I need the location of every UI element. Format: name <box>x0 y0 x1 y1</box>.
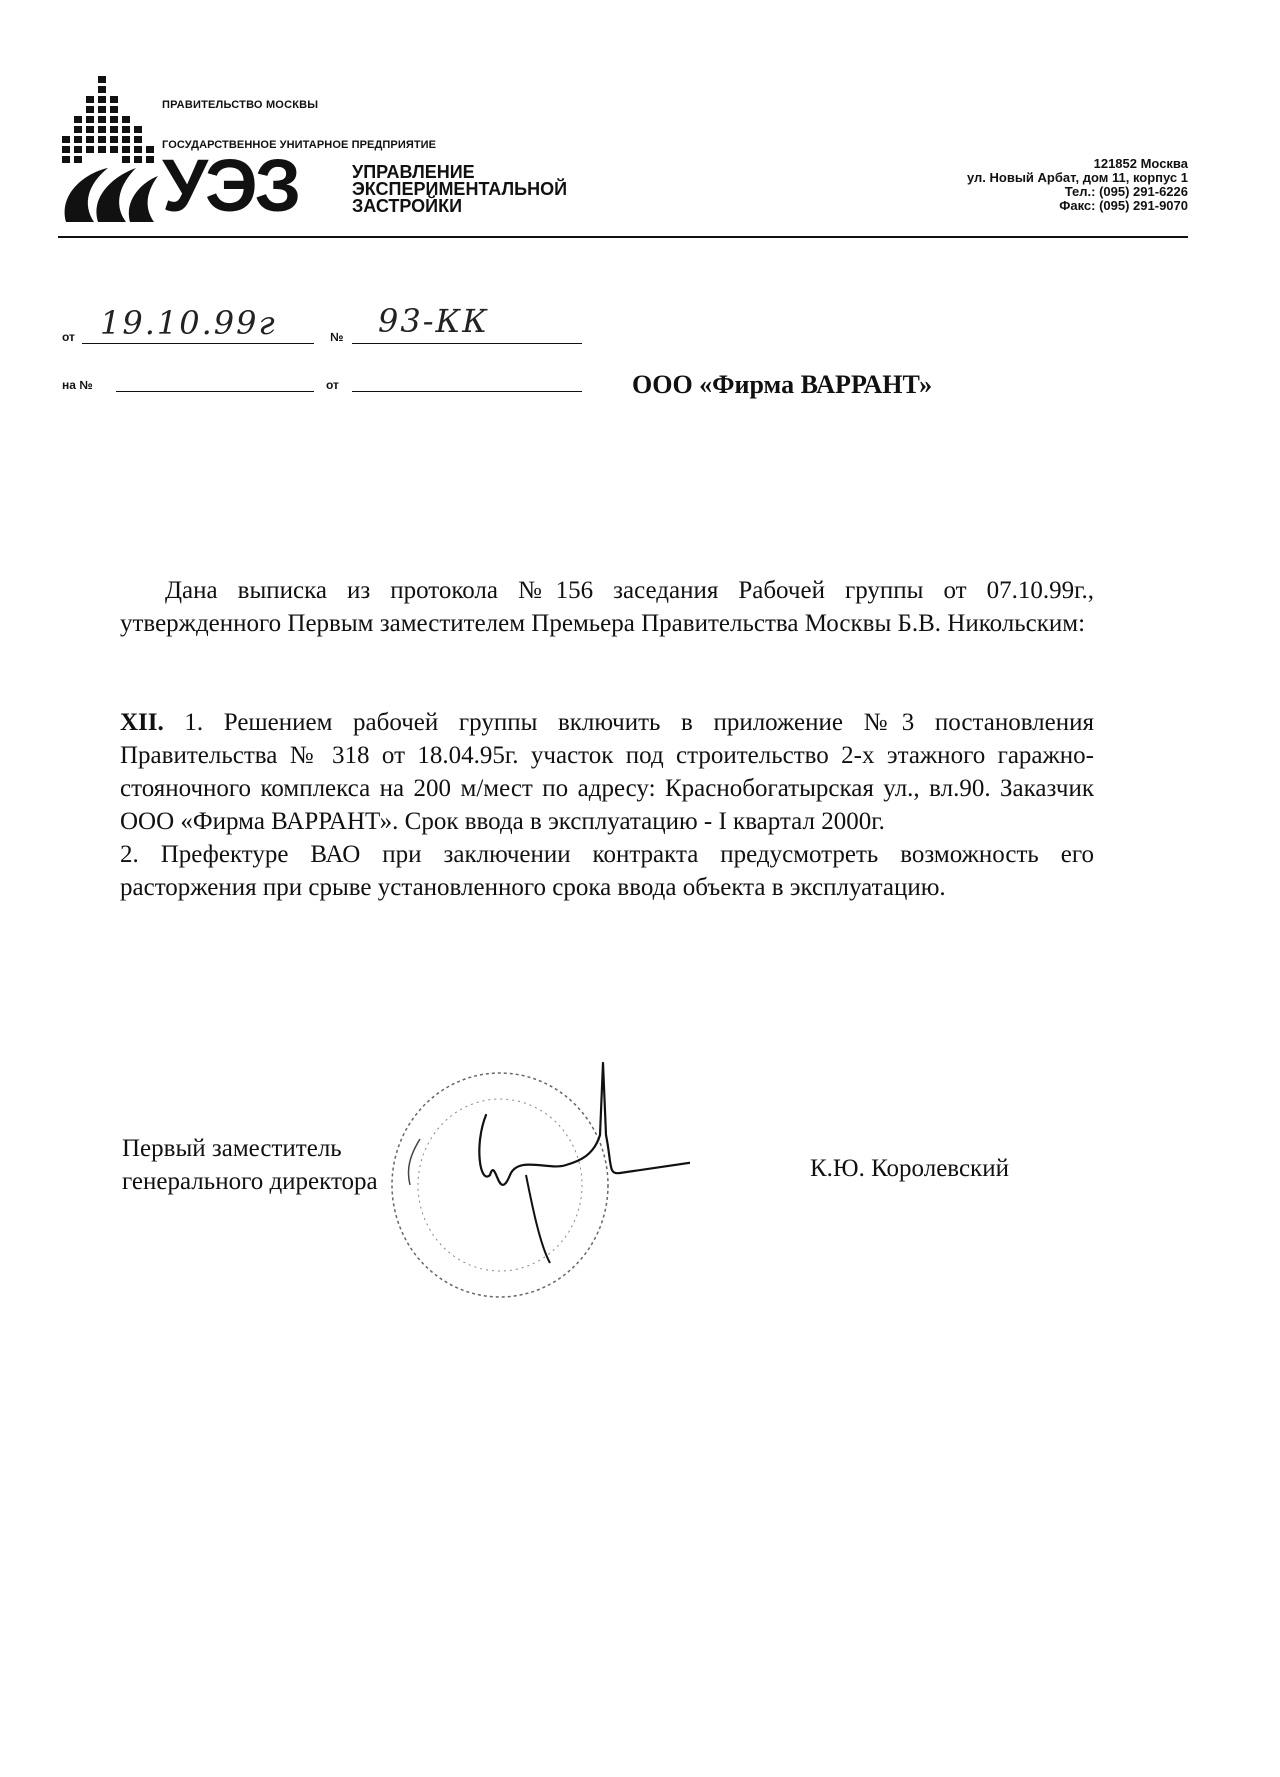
item-2-text: 2. Префектуре ВАО при заключении контракта предусмотреть возможность его расторжения при срыве установленного срока ввода объекта в эксплуатацию. <box>120 841 1094 901</box>
letterhead-divider <box>58 236 1188 238</box>
company-name-line-3: ЗАСТРОЙКИ <box>352 196 463 216</box>
from-date-label: от <box>62 330 75 344</box>
number-underline <box>352 343 582 344</box>
government-label: ПРАВИТЕЛЬСТВО МОСКВЫ <box>162 99 319 111</box>
recipient: ООО «Фирма ВАРРАНТ» <box>632 370 933 399</box>
seal-and-signature-icon <box>350 1045 690 1305</box>
company-full-name <box>352 164 567 215</box>
address-line-phone: Тел.: (095) 291-6226 <box>1064 184 1188 199</box>
signatory-name: К.Ю. Королевский <box>810 1155 1009 1182</box>
company-address <box>967 157 1188 213</box>
number-handwritten: 93-КК <box>378 302 490 340</box>
company-logo-icon <box>58 72 158 232</box>
enterprise-type-label: ГОСУДАРСТВЕННОЕ УНИТАРНОЕ ПРЕДПРИЯТИЕ <box>162 139 437 151</box>
reply-number-label: на № <box>62 378 93 392</box>
reply-date-underline <box>352 391 582 392</box>
company-name-line-1: УПРАВЛЕНИЕ <box>352 162 475 182</box>
company-acronym: УЭЗ <box>162 144 300 227</box>
reply-date-label: от <box>326 378 339 392</box>
decision-items <box>120 706 1094 904</box>
item-1-paragraph <box>120 706 1094 838</box>
address-line-street: ул. Новый Арбат, дом 11, корпус 1 <box>966 170 1188 185</box>
address-line-fax: Факс: (095) 291-9070 <box>1059 198 1188 213</box>
intro-text: Дана выписка из протокола №156 заседания Рабочей группы от 07.10.99г., утвержденного Первым заместителем Премьера Правительства Москвы Б.В. Никольским: <box>120 577 1094 637</box>
signatory-title <box>122 1132 378 1198</box>
signatory-title-line-1: Первый заместитель <box>122 1135 342 1162</box>
signatory-title-line-2: генерального директора <box>122 1168 378 1195</box>
from-date-handwritten: 19.10.99г <box>100 304 277 342</box>
address-line-postal: 121852 Москва <box>1093 156 1188 171</box>
from-date-underline <box>82 343 314 344</box>
reply-number-underline <box>116 391 314 392</box>
intro-paragraph <box>120 574 1094 640</box>
section-number: XII. <box>120 709 164 736</box>
item-1-text: 1. Решением рабочей группы включить в приложение №3 постановления Правительства № 318 от 18.04.95г. участок под строительство 2-х этажного гаражно-стояночного комплекса на 200 м/мест по адресу: Краснобогатырская ул., вл.90. Заказчик ООО «Фирма ВАРРАНТ». Срок ввода в эксплуатацию - I квартал 2000г. <box>120 709 1095 835</box>
number-label: № <box>330 330 344 344</box>
company-name-line-2: ЭКСПЕРИМЕНТАЛЬНОЙ <box>352 179 568 199</box>
